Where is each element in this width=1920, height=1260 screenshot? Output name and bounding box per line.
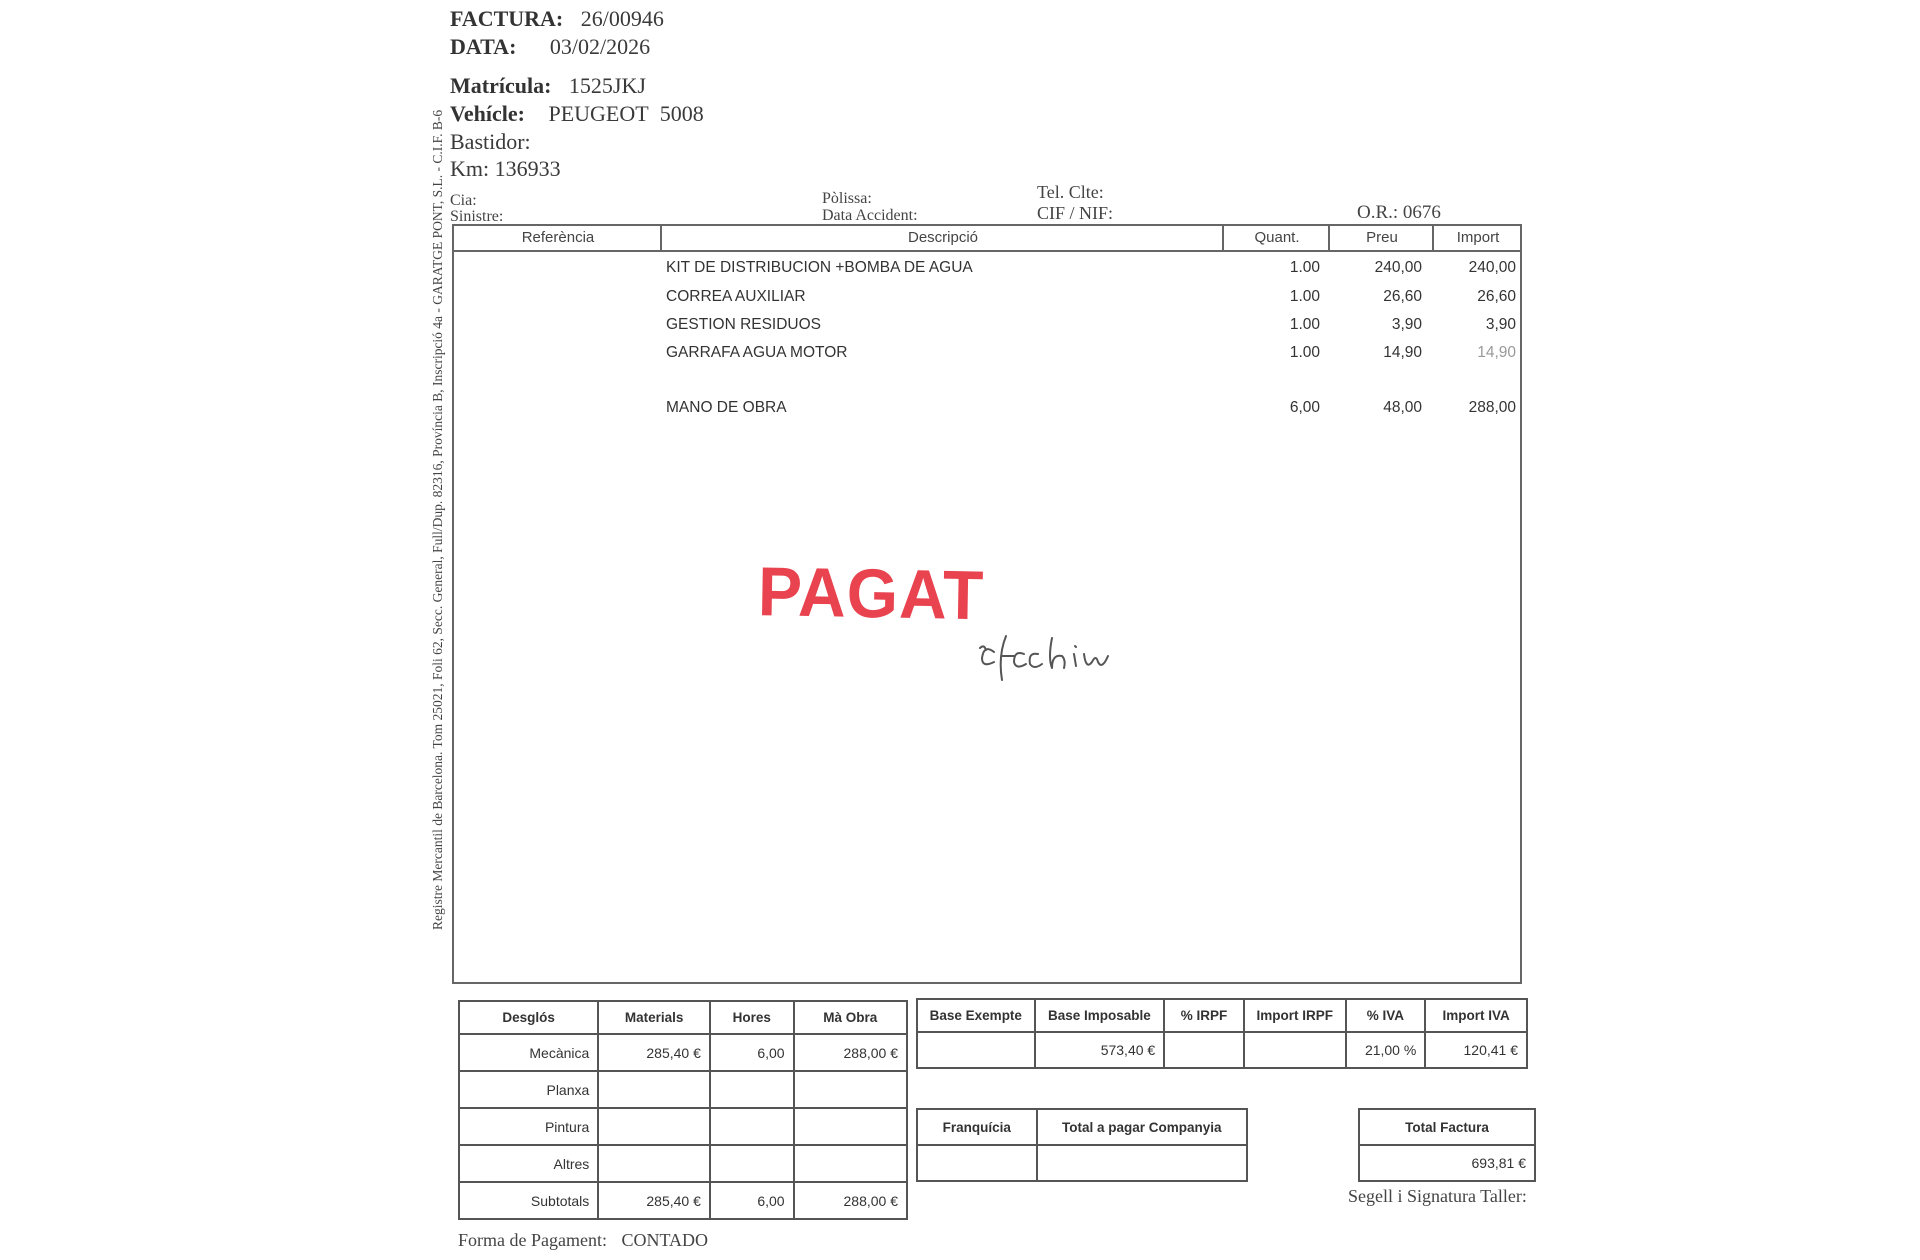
tax-header: Base Imposable <box>1035 999 1165 1032</box>
table-row <box>917 1032 1527 1068</box>
item-description: MANO DE OBRA <box>666 399 787 416</box>
breakdown-header: Mà Obra <box>794 1001 907 1034</box>
table-row <box>1359 1145 1535 1181</box>
item-description: GESTION RESIDUOS <box>666 316 822 333</box>
breakdown-header: Desglós <box>459 1001 598 1034</box>
breakdown-table <box>458 1000 908 1220</box>
tax-exempt-base <box>917 1032 1035 1068</box>
vehicle-label: Vehícle: <box>450 101 525 126</box>
item-description: KIT DE DISTRIBUCION +BOMBA DE AGUA <box>666 259 973 276</box>
tax-header: % IVA <box>1346 999 1426 1032</box>
item-quantity: 1.00 <box>1289 344 1320 361</box>
breakdown-hours: 6,00 <box>710 1182 794 1219</box>
breakdown-label: Planxa <box>459 1071 598 1108</box>
tax-base: 573,40 € <box>1035 1032 1165 1068</box>
item-quantity: 1.00 <box>1289 316 1320 333</box>
breakdown-hours <box>710 1108 794 1145</box>
table-row <box>459 1071 907 1108</box>
breakdown-materials <box>598 1071 710 1108</box>
vat-percent: 21,00 % <box>1346 1032 1426 1068</box>
breakdown-hours <box>710 1145 794 1182</box>
mileage <box>450 155 561 183</box>
breakdown-materials <box>598 1145 710 1182</box>
breakdown-labour <box>794 1145 907 1182</box>
breakdown-labour: 288,00 € <box>794 1182 907 1219</box>
invoice-number-value: 26/00946 <box>580 6 664 31</box>
invoice-number-label: FACTURA: <box>450 6 564 31</box>
signature-label: Segell i Signatura Taller: <box>1348 1186 1527 1206</box>
registry-note: Registre Mercantil de Barcelona. Tom 25021, Foli 62, Secc. General, Full/Dup. 82316, Província B, Inscripció 4a - GARATGE PONT, S.L. - C.I.F. B-6 <box>430 109 445 930</box>
table-row <box>459 1108 907 1145</box>
franchise-header: Total a pagar Companyia <box>1037 1109 1247 1145</box>
payment-method-value: CONTADO <box>621 1230 709 1250</box>
tax-table <box>916 998 1528 1069</box>
vehicle-value: PEUGEOT 5008 <box>548 101 704 126</box>
breakdown-label: Subtotals <box>459 1182 598 1219</box>
item-amount: 3,90 <box>1485 316 1516 333</box>
col-description: Descripció <box>662 224 1224 252</box>
plate-value: 1525JKJ <box>568 73 646 98</box>
item-price: 240,00 <box>1374 259 1422 276</box>
breakdown-labour: 288,00 € <box>794 1034 907 1071</box>
total-label: Total Factura <box>1359 1109 1535 1145</box>
breakdown-materials <box>598 1108 710 1145</box>
breakdown-header: Materials <box>598 1001 710 1034</box>
total-value: 693,81 € <box>1359 1145 1535 1181</box>
company-total-value <box>1037 1145 1247 1181</box>
item-amount: 240,00 <box>1468 259 1516 276</box>
franchise-table <box>916 1108 1248 1182</box>
item-quantity: 1.00 <box>1289 259 1320 276</box>
breakdown-label: Pintura <box>459 1108 598 1145</box>
client-tax-id-label: CIF / NIF: <box>1037 203 1114 223</box>
item-amount: 26,60 <box>1477 288 1516 305</box>
item-price: 14,90 <box>1383 344 1422 361</box>
breakdown-label: Altres <box>459 1145 598 1182</box>
table-row <box>459 1001 907 1034</box>
breakdown-materials: 285,40 € <box>598 1182 710 1219</box>
table-row <box>917 1145 1247 1181</box>
handwritten-note <box>972 630 1172 690</box>
breakdown-materials: 285,40 € <box>598 1034 710 1071</box>
plate <box>450 72 646 100</box>
item-description: CORREA AUXILIAR <box>666 288 806 305</box>
col-quantity: Quant. <box>1224 224 1330 252</box>
breakdown-hours: 6,00 <box>710 1034 794 1071</box>
insurer-label: Cia: <box>450 192 477 209</box>
item-price: 26,60 <box>1383 288 1422 305</box>
tax-header: Base Exempte <box>917 999 1035 1032</box>
table-row <box>917 999 1527 1032</box>
table-row <box>459 1182 907 1219</box>
breakdown-header: Hores <box>710 1001 794 1034</box>
invoice-date-value: 03/02/2026 <box>549 34 651 59</box>
franchise-header: Franquícia <box>917 1109 1037 1145</box>
vehicle <box>450 100 704 128</box>
item-price: 3,90 <box>1391 316 1422 333</box>
irpf-amount <box>1244 1032 1346 1068</box>
chassis-label: Bastidor: <box>450 129 531 154</box>
item-quantity: 1.00 <box>1289 288 1320 305</box>
accident-date-label: Data Accident: <box>822 207 918 224</box>
irpf-percent <box>1164 1032 1244 1068</box>
col-reference: Referència <box>454 224 662 252</box>
breakdown-label: Mecànica <box>459 1034 598 1071</box>
table-row <box>459 1145 907 1182</box>
breakdown-hours <box>710 1071 794 1108</box>
franchise-value <box>917 1145 1037 1181</box>
item-description: GARRAFA AGUA MOTOR <box>666 344 848 361</box>
work-order: O.R.: 0676 <box>1357 202 1441 223</box>
claim-label: Sinistre: <box>450 208 504 225</box>
total-table <box>1358 1108 1536 1182</box>
item-price: 48,00 <box>1383 399 1422 416</box>
item-amount: 288,00 <box>1468 399 1516 416</box>
policy-label: Pòlissa: <box>822 190 872 207</box>
table-row <box>459 1034 907 1071</box>
client-phone-label: Tel. Clte: <box>1037 182 1104 202</box>
invoice-date <box>450 33 650 61</box>
col-price: Preu <box>1330 224 1434 252</box>
mileage-label: Km: <box>450 156 490 181</box>
paid-stamp: PAGAT <box>757 552 985 634</box>
plate-label: Matrícula: <box>450 73 552 98</box>
table-row <box>1359 1109 1535 1145</box>
breakdown-labour <box>794 1108 907 1145</box>
table-row <box>917 1109 1247 1145</box>
breakdown-labour <box>794 1071 907 1108</box>
item-amount: 14,90 <box>1477 344 1516 361</box>
item-quantity: 6,00 <box>1289 399 1320 416</box>
payment-method <box>458 1230 708 1251</box>
col-amount: Import <box>1434 224 1522 252</box>
payment-method-label: Forma de Pagament: <box>458 1230 607 1250</box>
items-table <box>452 224 1522 984</box>
mileage-value: 136933 <box>494 156 561 181</box>
invoice-number <box>450 5 664 33</box>
tax-header: Import IRPF <box>1244 999 1346 1032</box>
tax-header: % IRPF <box>1164 999 1244 1032</box>
vat-amount: 120,41 € <box>1425 1032 1527 1068</box>
tax-header: Import IVA <box>1425 999 1527 1032</box>
invoice-date-label: DATA: <box>450 34 517 59</box>
